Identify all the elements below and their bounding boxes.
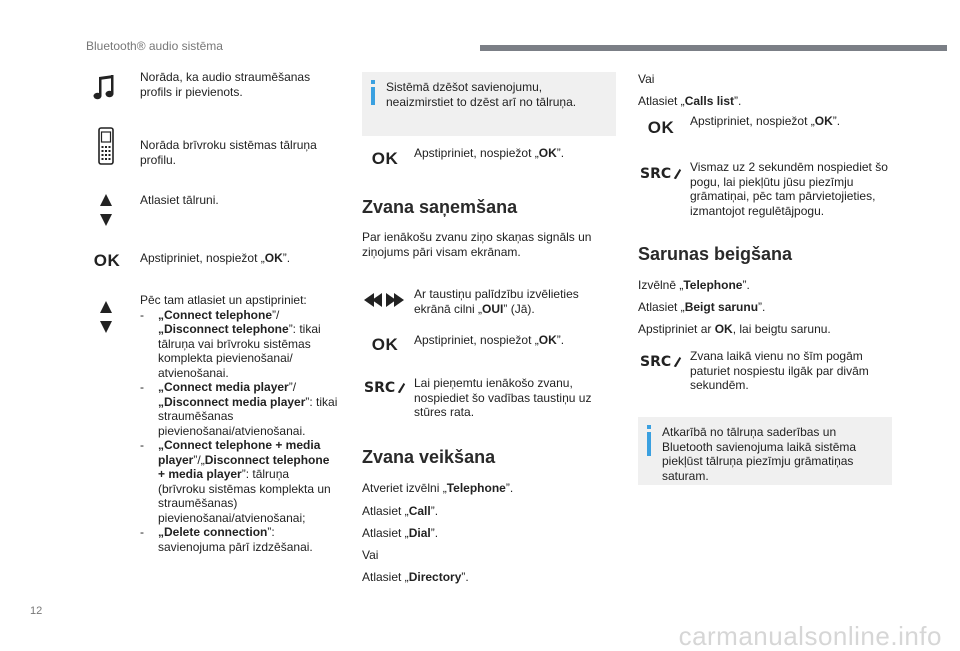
up-down-arrows-icon — [98, 300, 114, 334]
ok-icon: OK — [93, 250, 121, 270]
section-title: Sarunas beigšana — [638, 244, 793, 264]
ok-icon: OK — [647, 117, 675, 137]
middle-step1: Atveriet izvēlni „Telephone”. — [362, 481, 514, 495]
info-icon — [371, 80, 376, 105]
right-end1: Izvēlnē „Telephone”. — [638, 278, 750, 292]
left-item5-intro: Pēc tam atlasiet un apstipriniet: — [140, 293, 307, 307]
info-note — [638, 417, 892, 485]
note-text: Sistēmā dzēšot savienojumu, neaizmirstiet to dzēst arī no tālruņa. — [386, 80, 577, 109]
src-phone-button-icon: SRC — [640, 352, 682, 372]
left-right-arrows-icon — [364, 292, 404, 308]
section-title: Zvana saņemšana — [362, 197, 518, 217]
left-item5 — [140, 293, 338, 554]
middle-confirm1-text: Apstipriniet, nospiežot „OK”. — [414, 146, 565, 160]
left-item1-text: Norāda, ka audio straumēšanas profils ir pievienots. — [140, 70, 311, 99]
info-icon — [647, 425, 652, 456]
left-item2-text: Norāda brīvroku sistēmas tālruņa profilu. — [140, 138, 317, 167]
page-number: 12 — [30, 605, 43, 617]
header-title: Bluetooth® audio sistēma — [86, 39, 223, 53]
music-note-icon — [90, 72, 120, 104]
left-item4-text: Apstipriniet, nospiežot „OK”. — [140, 251, 291, 265]
watermark: carmanualsonline.info — [678, 620, 942, 651]
right-confirm-text: Apstipriniet, nospiežot „OK”. — [690, 114, 841, 128]
middle-sec1-intro: Par ienākošu zvanu ziņo skaņas signāls un ziņojums pāri visam ekrānam. — [362, 230, 592, 259]
page-header — [0, 0, 960, 60]
middle-step2: Atlasiet „Call”. — [362, 504, 439, 518]
middle-step4: Atlasiet „Directory”. — [362, 570, 469, 584]
middle-arrows-text: Ar taustiņu palīdzību izvēlieties ekrānā cilni „OUI” (Jā). — [414, 287, 579, 316]
section-title: Zvana veikšana — [362, 447, 496, 467]
left-item3-text: Atlasiet tālruni. — [140, 193, 219, 207]
list-item: - „Connect telephone + media player”/„Disconnect telephone + media player”: tālruņa (brīvroku sistēmas komplekta un straumēšanas) pievienošanai/atvienošanai; — [140, 438, 331, 525]
middle-src-text: Lai pieņemtu ienākošo zvanu, nospiediet šo vadības taustiņu uz stūres rata. — [414, 376, 592, 419]
middle-vai: Vai — [362, 548, 379, 562]
right-end3: Apstipriniet ar OK, lai beigtu sarunu. — [638, 322, 831, 336]
right-end2: Atlasiet „Beigt sarunu”. — [638, 300, 766, 314]
src-phone-button-icon: SRC — [640, 164, 682, 184]
right-vai: Vai — [638, 72, 655, 86]
middle-step3: Atlasiet „Dial”. — [362, 526, 439, 540]
ok-icon: OK — [371, 334, 399, 354]
list-item: - „Delete connection”: savienojuma pārī izdzēšanai. — [140, 525, 313, 554]
up-down-arrows-icon — [98, 193, 114, 227]
header-bar — [480, 45, 947, 51]
right-src-text1: Vismaz uz 2 sekundēm nospiediet šo pogu, lai piekļūtu jūsu piezīmju grāmatiņai, pēc tam pārvietojieties, izmantojot regulētājpogu. — [690, 160, 888, 218]
right-step: Atlasiet „Calls list”. — [638, 94, 742, 108]
list-item: - „Connect media player”/ „Disconnect media player”: tikai straumēšanas pievienošanai/atvienošanai. — [140, 380, 338, 438]
src-phone-button-icon: SRC — [364, 378, 406, 398]
note-text: Atkarībā no tālruņa saderības un Bluetooth savienojuma laikā sistēma piekļūst tālruņa piezīmju grāmatiņas saturam. — [662, 425, 857, 483]
right-src-text2: Zvana laikā vienu no šīm pogām paturiet nospiestu ilgāk par divām sekundēm. — [690, 349, 869, 392]
ok-icon: OK — [371, 148, 399, 168]
list-item: - „Connect telephone”/ „Disconnect telephone”: tikai tālruņa vai brīvroku sistēmas komplekta pievienošanai/ atvienošanai. — [140, 307, 321, 380]
middle-confirm2-text: Apstipriniet, nospiežot „OK”. — [414, 333, 565, 347]
info-note — [362, 72, 616, 136]
phone-icon — [96, 126, 116, 166]
